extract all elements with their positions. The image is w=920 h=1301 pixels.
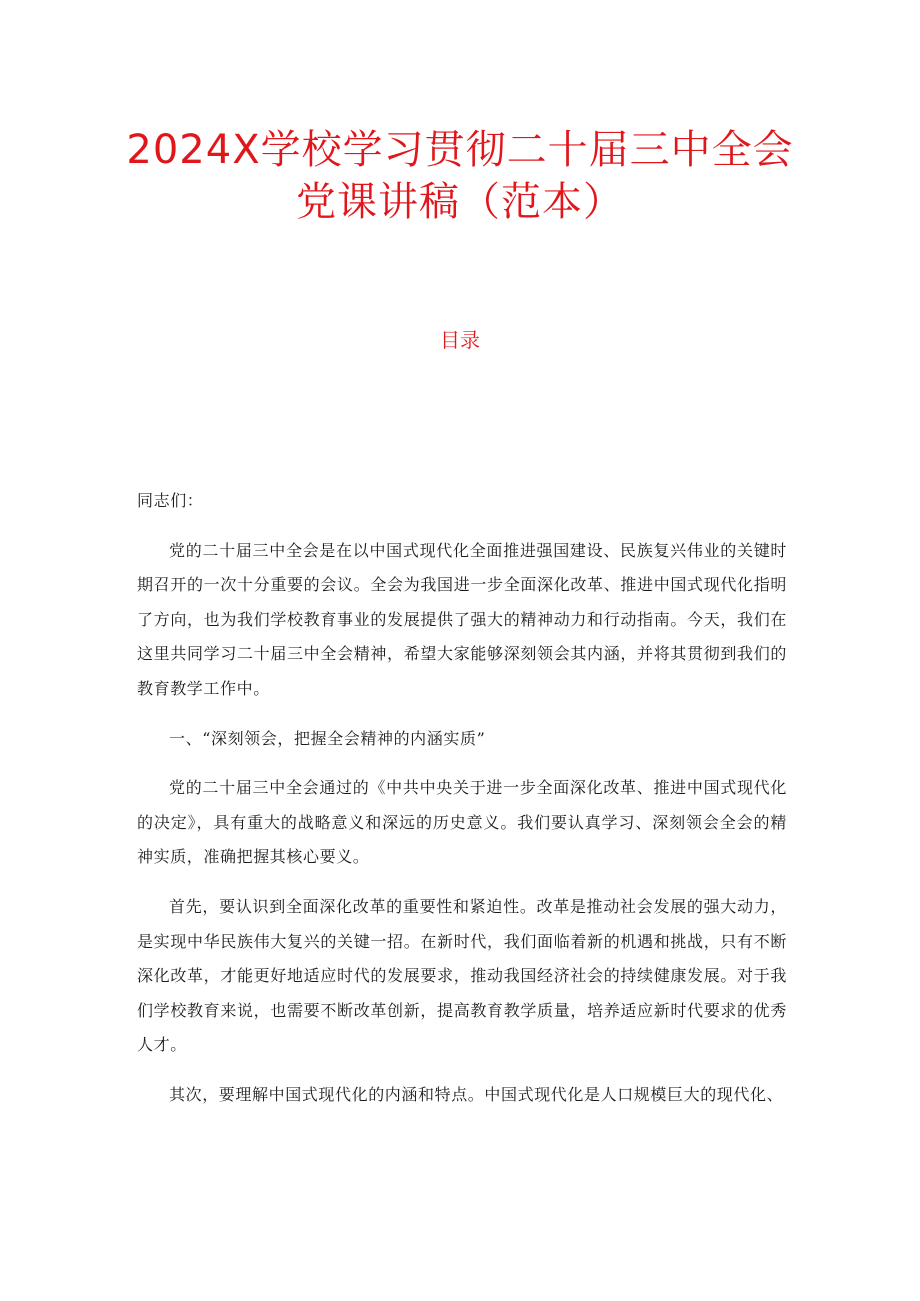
document-body	[137, 484, 787, 1128]
paragraph-second-point: 其次，要理解中国式现代化的内涵和特点。中国式现代化是人口规模巨大的现代化、	[169, 1084, 784, 1104]
paragraph-intro: 党的二十届三中全会是在以中国式现代化全面推进强国建设、民族复兴伟业的关键时期召开的一次十分重要的会议。全会为我国进一步全面深化改革、推进中国式现代化指明了方向，也为我们学校教育事业的发展提供了强大的精神动力和行动指南。今天，我们在这里共同学习二十届三中全会精神，希望大家能够深刻领会其内涵，并将其贯彻到我们的教育教学工作中。	[137, 540, 787, 698]
paragraph-decision: 党的二十届三中全会通过的《中共中央关于进一步全面深化改革、推进中国式现代化的决定》，具有重大的战略意义和深远的历史意义。我们要认真学习、深刻领会全会的精神实质，准确把握其核心要义。	[137, 778, 787, 867]
document-title-line-2: 党课讲稿（范本）	[296, 179, 624, 225]
document-title-line-1: 2024X学校学习贯彻二十届三中全会	[126, 127, 794, 173]
section-heading-1: 一、“深刻领会，把握全会精神的内涵实质”	[169, 728, 486, 748]
greeting: 同志们：	[137, 491, 204, 510]
paragraph-first-point: 首先，要认识到全面深化改革的重要性和紧迫性。改革是推动社会发展的强大动力，是实现中华民族伟大复兴的关键一招。在新时代，我们面临着新的机遇和挑战，只有不断深化改革，才能更好地适应时代的发展要求，推动我国经济社会的持续健康发展。对于我们学校教育来说，也需要不断改革创新，提高教育教学质量，培养适应新时代要求的优秀人才。	[137, 896, 787, 1055]
table-of-contents-heading: 目录	[440, 328, 480, 352]
